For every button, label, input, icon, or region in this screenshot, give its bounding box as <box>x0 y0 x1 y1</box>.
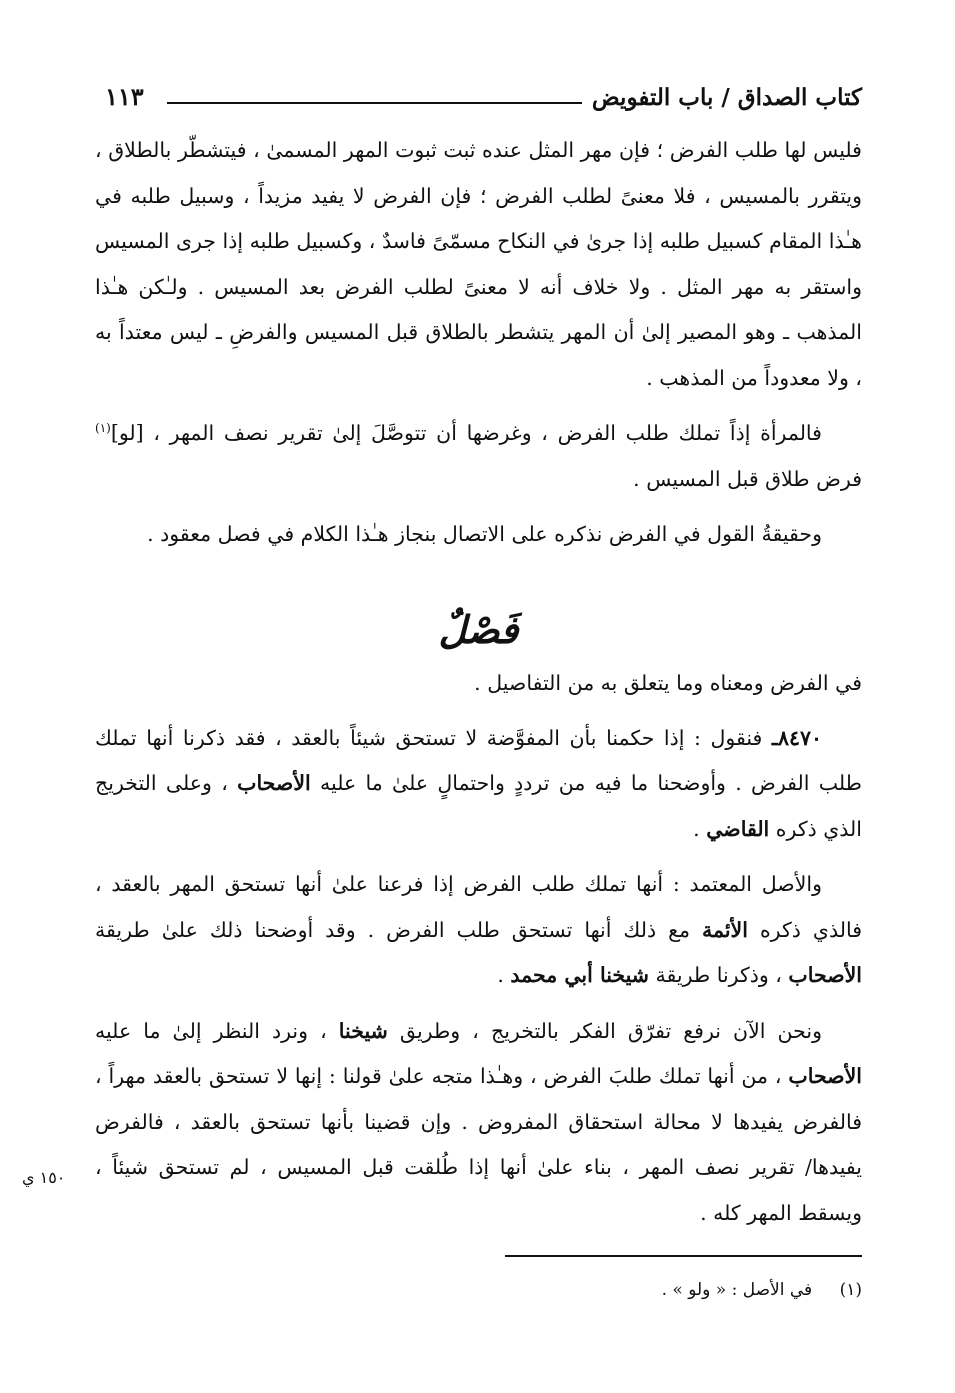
paragraph-2 <box>95 411 862 502</box>
paragraph-1 <box>95 128 862 401</box>
text-line: بالطلاق ، ويتقرر بالمسيس ، فلا معنىً لطلب الفرض ؛ فإن الفرض لا يفيد مزيداً ، <box>95 138 862 208</box>
paragraph-number: ٨٤٧٠ـ <box>771 725 822 750</box>
text-line: مع ذلك أنها تستحق طلب الفرض . وقد أوضحنا ذلك علىٰ <box>161 917 702 942</box>
text-line: بالعقد ، فالذي ذكره <box>95 872 862 942</box>
paragraph-3 <box>95 512 862 558</box>
page-header <box>105 78 862 118</box>
text-line: فنقول : إذا حكمنا بأن المفوَّضة لا تستحق شيئاً بالعقد ، فقد ذكرنا أنها <box>146 725 772 750</box>
text-line: فرض طلاق قبل المسيس . <box>633 466 862 491</box>
footnote-ref: (١) <box>95 421 111 436</box>
paragraph-5 <box>95 862 862 999</box>
text-line: ، ونرد النظر إلىٰ ما عليه <box>95 1018 339 1043</box>
bold-term: القاضي <box>706 816 770 841</box>
text-line: وسبيل طلبه في هـٰذا المقام كسبيل طلبه إذا جرىٰ في النكاح مسمّىً فاسدٌ ، وكسبيل <box>95 183 862 253</box>
running-title: كتاب الصداق / باب التفويض <box>591 84 862 111</box>
text-line: وحقيقةُ القول في الفرض نذكره على الاتصال بنجاز هـٰذا الكلام في فصل معقود . <box>147 522 822 546</box>
footnote-number: (١) <box>839 1280 862 1300</box>
paragraph-6 <box>95 1009 862 1237</box>
text-line: المسيس والفرضِ ـ ليس معتداً به ، ولا معدوداً من المذهب . <box>95 320 862 390</box>
paragraph-4 <box>95 716 862 853</box>
text-line: فليس لها طلب الفرض ؛ فإن مهر المثل عنده ثبت ثبوت المهر المسمىٰ ، فيتشطّر <box>177 138 862 162</box>
text-line: تملك طلب الفرض . وأوضحنا ما فيه من ترددٍ واحتمالٍ علىٰ ما عليه <box>95 725 862 795</box>
margin-folio-note: ١٥٠ ي <box>22 1168 66 1187</box>
text-line: ، <box>221 771 238 795</box>
text-line: وعلى التخريج الذي ذكره <box>95 771 862 841</box>
text-line: لم تستحق شيئاً ، ويسقط المهر كله . <box>95 1155 862 1225</box>
page-number: ١١٣ <box>105 82 144 111</box>
text-line: طريقة <box>95 917 150 942</box>
bold-term: الأصحاب <box>788 1064 862 1088</box>
text-line: بالعقد ، فالفرض يفيدها/ تقرير نصف المهر ، بناء علىٰ أنها إذا طُلقت قبل المسيس ، <box>95 1109 863 1179</box>
footnote <box>662 1280 862 1300</box>
header-rule <box>167 102 582 104</box>
bold-term: شيخنا أبي محمد <box>510 963 649 987</box>
bold-term: الأصحاب <box>788 963 862 987</box>
text-line: ، من أنها تملك طلبَ الفرض ، وهـٰذا متجه علىٰ قولنا : إنها لا تستحق <box>208 1064 789 1088</box>
text-line: ، وذكرنا طريقة <box>648 963 789 987</box>
section-heading: فَصْلٌ <box>438 606 519 652</box>
main-text <box>95 128 862 1236</box>
text-line: والأصل المعتمد : أنها تملك طلب الفرض إذا فرعنا علىٰ أنها تستحق المهر <box>170 872 822 896</box>
text-line: المسيس . ولـٰكن هـٰذا المذهب ـ وهو المصير إلىٰ أن المهر يتشطر بالطلاق قبل <box>95 274 862 344</box>
bold-term: شيخنا <box>338 1018 388 1043</box>
text-line: . <box>497 963 511 987</box>
text-line: بالعقد مهراً ، فالفرض يفيدها لا محالة استحقاق المفروض . وإن قضينا بأنها تستحق <box>95 1064 862 1134</box>
footnote-rule <box>505 1255 862 1257</box>
section-subtitle: في الفرض ومعناه وما يتعلق به من التفاصيل . <box>474 670 862 695</box>
text-line: . <box>693 816 707 841</box>
editorial-insertion: [لو] <box>110 421 144 445</box>
footnote-text: في الأصل : « ولو » . <box>661 1280 813 1300</box>
text-line: ونحن الآن نرفع تفرّق الفكر بالتخريج ، وطريق <box>387 1018 823 1043</box>
bold-term: الأئمة <box>702 917 748 942</box>
bold-term: الأصحاب <box>237 771 311 795</box>
text-line: طلبه إذا جرى المسيس واستقر به مهر المثل . ولا خلاف أنه لا معنىً لطلب الفرض بعد <box>95 229 862 299</box>
text-line: فالمرأة إذاً تملك طلب الفرض ، وغرضها أن تتوصَّلَ إلىٰ تقرير نصف المهر ، <box>153 421 822 445</box>
